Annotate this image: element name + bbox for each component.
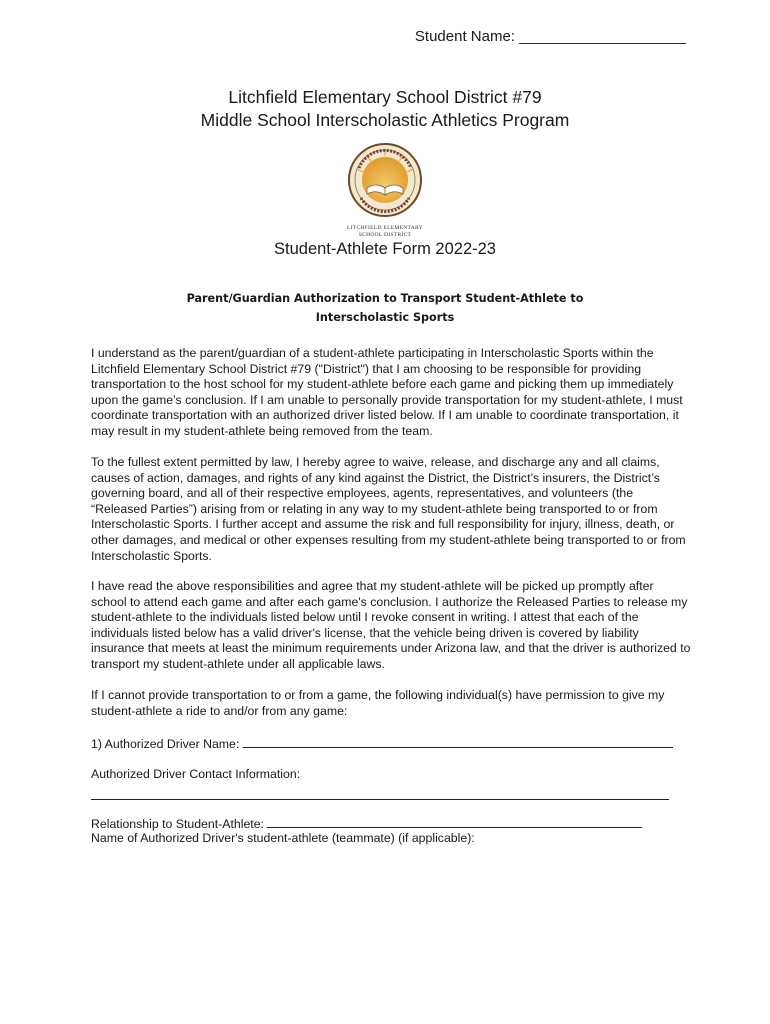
district-seal xyxy=(0,142,770,239)
driver-contact-label: Authorized Driver Contact Information: xyxy=(91,767,301,781)
paragraph-responsibility: I understand as the parent/guardian of a student-athlete participating in Interscholastic Sports within the Litchfield Elementary School District #79 ("District") that I am choosing to be responsible for providing transportation to the host school for my student-athlete before each game and picking them up immediately upon the game’s conclusion. If I am unable to personally provide transportation for my student-athlete, I must coordinate transportation with an authorized driver listed below. If I am unable to coordinate transportation, it may result in my student-athlete being removed from the team. xyxy=(91,346,683,438)
driver-contact-field[interactable] xyxy=(91,787,669,803)
teammate-label: Name of Authorized Driver's student-athlete (teammate) (if applicable): xyxy=(91,831,475,845)
district-title: Litchfield Elementary School District #79 xyxy=(228,87,542,107)
paragraph-waiver: To the fullest extent permitted by law, I hereby agree to waive, release, and discharge any and all claims, causes of action, damages, and rights of any kind against the District, the District’s insurers, the District’s governing board, and all of their respective employees, agents, representatives, and volunteers (the “Released Parties”) arising from or relating in any way to my student-athlete being transported to or from Interscholastic Sports. I further accept and assume the risk and full responsibility for injury, illness, death, or other damages, and medical or other expenses resulting from my student-athlete being transported to or from Interscholastic Sports. xyxy=(91,455,686,563)
driver-name-label: 1) Authorized Driver Name: xyxy=(91,737,240,751)
driver-contact-line[interactable] xyxy=(91,787,669,800)
seal-icon xyxy=(345,142,425,218)
relationship-field[interactable] xyxy=(91,815,642,831)
paragraph-permission: If I cannot provide transportation to or from a game, the following individual(s) have permission to give my student-athlete a ride to and/or from any game: xyxy=(91,688,665,718)
form-title: Student-Athlete Form 2022-23 xyxy=(274,240,496,258)
relationship-line[interactable] xyxy=(267,815,642,828)
paragraph-authorization: I have read the above responsibilities and agree that my student-athlete will be picked up promptly after school to attend each game and after each game's conclusion. I authorize the Released Parties to release my student-athlete to the individuals listed below until I revoke consent in writing. I attest that each of the individuals listed below has a valid driver's license, that the vehicle being driven is covered by liability insurance that meets at least the minimum requirements under Arizona law, and that the driver is authorized to transport my student-athlete under all applicable laws. xyxy=(91,579,691,671)
driver-name-line[interactable] xyxy=(243,735,673,748)
section-heading: Parent/Guardian Authorization to Transport Student-Athlete to Interscholastic Sports xyxy=(186,292,584,324)
student-name-field[interactable]: Student Name: ____________________ xyxy=(414,28,686,45)
driver-name-field[interactable] xyxy=(91,735,673,751)
seal-caption: LITCHFIELD ELEMENTARY SCHOOL DISTRICT xyxy=(347,225,423,238)
document-title xyxy=(0,86,770,132)
relationship-label: Relationship to Student-Athlete: xyxy=(91,817,264,831)
program-title: Middle School Interscholastic Athletics Program xyxy=(200,110,570,130)
